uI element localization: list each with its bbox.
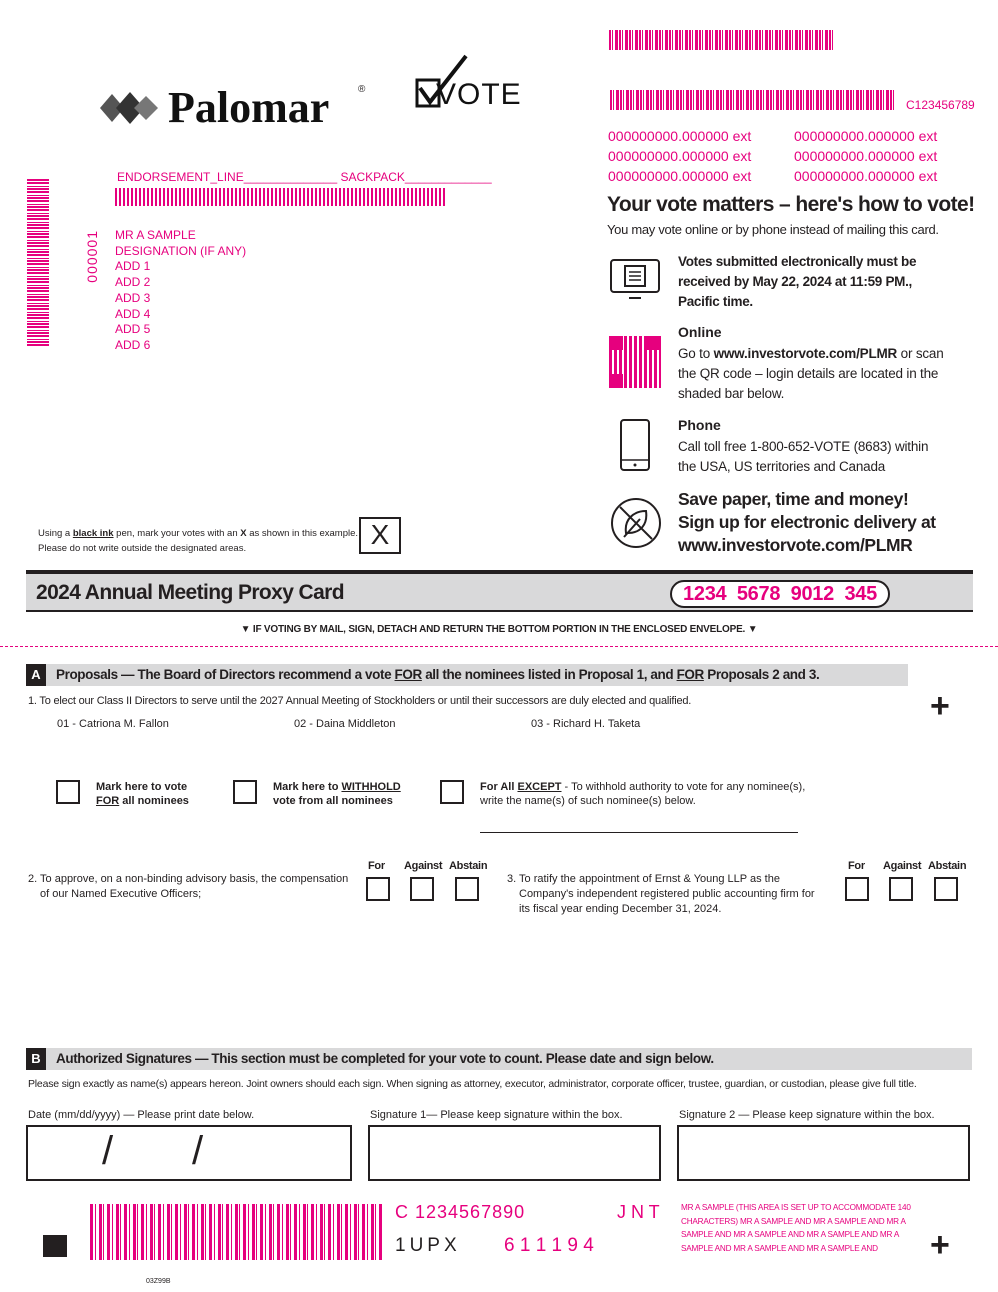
address-line: ADD 4: [115, 306, 151, 321]
opt2-line2: vote from all nominees: [273, 795, 393, 807]
save-link[interactable]: www.investorvote.com/PLMR: [678, 535, 913, 555]
sig2-label: Signature 2 — Please keep signature within the box.: [679, 1109, 935, 1121]
detach-line: [0, 646, 998, 647]
address-line: ADD 1: [115, 259, 151, 274]
vote-logo: [414, 52, 522, 112]
sample-text: MR A SAMPLE (THIS AREA IS SET UP TO ACCOMMODATE 140 CHARACTERS) MR A SAMPLE AND MR A SAMPLE AND MR A SAMPLE AND MR A SAMPLE AND MR A SAMPLE AND MR A SAMPLE AND MR A SAMPLE AND MR A SAMPLE AND: [681, 1203, 911, 1253]
ext-line: 000000000.000000 ext: [794, 168, 938, 184]
sig1-label: Signature 1— Please keep signature within the box.: [370, 1109, 623, 1121]
online-url-link[interactable]: www.investorvote.com/PLMR: [713, 346, 898, 361]
sa-t1: Proposals — The Board of Directors recommend a vote: [56, 667, 395, 682]
for-all-except-checkbox[interactable]: [440, 780, 464, 804]
ink-x: X: [240, 528, 247, 539]
example-x: X: [370, 519, 390, 550]
side-code: 000001: [84, 230, 100, 283]
phone-icon: [619, 418, 651, 472]
side-barcode: [27, 178, 49, 346]
ink-mid: pen, mark your votes with an: [113, 528, 241, 539]
date-slash-1: /: [102, 1129, 114, 1173]
section-b-letter: B: [26, 1048, 46, 1070]
top-barcode-2: [610, 90, 896, 110]
card-title-bar: [26, 570, 973, 612]
ink-line-2: Please do not write outside the designated areas.: [38, 543, 247, 554]
card-title: 2024 Annual Meeting Proxy Card: [36, 581, 344, 604]
monitor-icon: [609, 258, 661, 300]
date-box[interactable]: [26, 1125, 352, 1181]
save-line-1: Save paper, time and money!: [678, 489, 909, 509]
upx-number: 6 1 1 1 9 4: [504, 1235, 594, 1256]
col-for: For: [368, 860, 385, 872]
ext-grid: [608, 126, 948, 186]
sa-for1: FOR: [394, 667, 422, 682]
withhold-all-checkbox[interactable]: [233, 780, 257, 804]
opt1-for: FOR: [96, 795, 120, 807]
nominee: 03 - Richard H. Taketa: [531, 718, 641, 730]
palomar-logo: [100, 84, 370, 134]
plus-mark: +: [930, 687, 950, 725]
phone-text: Call toll free 1-800-652-VOTE (8683) within the USA, US territories and Canada: [678, 439, 929, 474]
p2-against-checkbox[interactable]: [410, 877, 434, 901]
proposal-3-text: 3. To ratify the appointment of Ernst & Young LLP as the Company's independent registered public accounting firm for its fiscal year ending December 31, 2024.: [507, 873, 815, 915]
upx-code: 1UPX: [395, 1235, 461, 1256]
ext-line: 000000000.000000 ext: [608, 168, 752, 184]
qr-code-icon: [609, 336, 661, 388]
opt2-withhold: WITHHOLD: [341, 781, 401, 793]
signature-2-box[interactable]: [677, 1125, 970, 1181]
sa-for2: FOR: [676, 667, 704, 682]
save-line-2: Sign up for electronic delivery at: [678, 512, 936, 532]
jnt-code: J N T: [617, 1202, 660, 1222]
date-label: Date (mm/dd/yyyy) — Please print date below.: [28, 1109, 255, 1121]
phone-title: Phone: [678, 417, 721, 433]
p3-against-checkbox[interactable]: [889, 877, 913, 901]
ext-line: 000000000.000000 ext: [608, 128, 752, 144]
withhold-all-label: [273, 780, 401, 808]
vote-for-all-checkbox[interactable]: [56, 780, 80, 804]
online-text: [678, 344, 946, 404]
address-line: ADD 2: [115, 275, 151, 290]
col-abstain: Abstain: [928, 860, 967, 872]
ext-line: 000000000.000000 ext: [608, 148, 752, 164]
ink-post: as shown in this example.: [246, 528, 359, 539]
example-mark-box: [359, 517, 401, 554]
detach-instruction: ▼ IF VOTING BY MAIL, SIGN, DETACH AND RETURN THE BOTTOM PORTION IN THE ENCLOSED ENVELOPE. ▼: [240, 624, 758, 635]
proposal-2-text: 2. To approve, on a non-binding advisory basis, the compensation of our Named Executive Officers;: [28, 873, 349, 900]
opt2-pre: Mark here to: [273, 781, 342, 793]
brand-name: Palomar: [168, 83, 330, 132]
registration-square: [43, 1235, 67, 1257]
ink-bold: black ink: [72, 528, 114, 539]
endorsement-line: ENDORSEMENT_LINE______________ SACKPACK_____________: [117, 170, 492, 184]
vote-subheading: You may vote online or by phone instead of mailing this card.: [607, 222, 939, 237]
except-name-line[interactable]: [480, 832, 798, 833]
ink-pre: Using a: [38, 528, 73, 539]
opt3-post: - To withhold authority to vote for any nominee(s),: [561, 781, 806, 793]
top-barcode-1: [609, 30, 835, 50]
signature-1-box[interactable]: [368, 1125, 661, 1181]
online-pre: Go to: [678, 346, 714, 361]
save-text: [678, 488, 936, 557]
section-a-letter: A: [26, 664, 46, 686]
address-line: ADD 6: [115, 337, 151, 352]
opt3-line2: write the name(s) of such nominee(s) below.: [480, 795, 696, 807]
signing-instructions: Please sign exactly as name(s) appears hereon. Joint owners should each sign. When signing as attorney, executor, administrator, corporate officer, trustee, guardian, or custodian, please give full title.: [28, 1078, 917, 1090]
nominee: 01 - Catriona M. Fallon: [57, 718, 169, 730]
nominee: 02 - Daina Middleton: [294, 718, 396, 730]
col-abstain: Abstain: [449, 860, 488, 872]
form-code: 03Z99B: [146, 1278, 171, 1285]
vote-for-all-label: [96, 780, 189, 808]
bottom-barcode: [90, 1204, 382, 1260]
plus-mark: +: [930, 1226, 950, 1264]
control-number: 1234 5678 9012 345: [670, 580, 890, 608]
ink-instruction: [38, 526, 358, 556]
sa-t3: Proposals 2 and 3.: [703, 667, 820, 682]
p2-abstain-checkbox[interactable]: [455, 877, 479, 901]
col-against: Against: [883, 860, 922, 872]
online-title: Online: [678, 324, 722, 340]
address-line: DESIGNATION (IF ANY): [115, 243, 247, 258]
vote-heading: Your vote matters – here's how to vote!: [607, 193, 975, 216]
p3-for-checkbox[interactable]: [845, 877, 869, 901]
p3-abstain-checkbox[interactable]: [934, 877, 958, 901]
palomar-mark-icon: [100, 88, 160, 128]
ext-line: 000000000.000000 ext: [794, 128, 938, 144]
date-slash-2: /: [192, 1129, 204, 1173]
opt3-pre: For All: [480, 781, 518, 793]
for-all-except-label: [480, 780, 805, 808]
col-for: For: [848, 860, 865, 872]
online-post: or scan the QR code – login details are located in the shaded bar below.: [678, 346, 944, 401]
opt3-except: EXCEPT: [517, 781, 562, 793]
col-against: Against: [404, 860, 443, 872]
vote-word: VOTE: [436, 78, 522, 111]
address-line: ADD 5: [115, 322, 151, 337]
section-a-title: [56, 667, 819, 682]
leaf-icon: [610, 497, 662, 549]
address-line: ADD 3: [115, 290, 151, 305]
postal-barcode: [115, 188, 445, 206]
section-b-title: Authorized Signatures — This section must be completed for your vote to count. Please date and sign below.: [56, 1051, 714, 1066]
p2-for-checkbox[interactable]: [366, 877, 390, 901]
opt1-line1: Mark here to vote: [96, 781, 188, 793]
opt1-line2: all nominees: [119, 795, 189, 807]
address-block: [115, 228, 246, 354]
deadline-text: Votes submitted electronically must be received by May 22, 2024 at 11:59 PM., Pacific time.: [678, 254, 917, 309]
reg-mark: ®: [358, 84, 366, 95]
ext-line: 000000000.000000 ext: [794, 148, 938, 164]
proposal-1-text: 1. To elect our Class II Directors to serve until the 2027 Annual Meeting of Stockholders or until their successors are duly elected and qualified.: [28, 695, 692, 707]
c-code: C 1234567890: [395, 1202, 526, 1222]
address-line: MR A SAMPLE: [115, 228, 196, 242]
sa-t2: all the nominees listed in Proposal 1, and: [421, 667, 677, 682]
card-code: C123456789: [906, 98, 975, 112]
